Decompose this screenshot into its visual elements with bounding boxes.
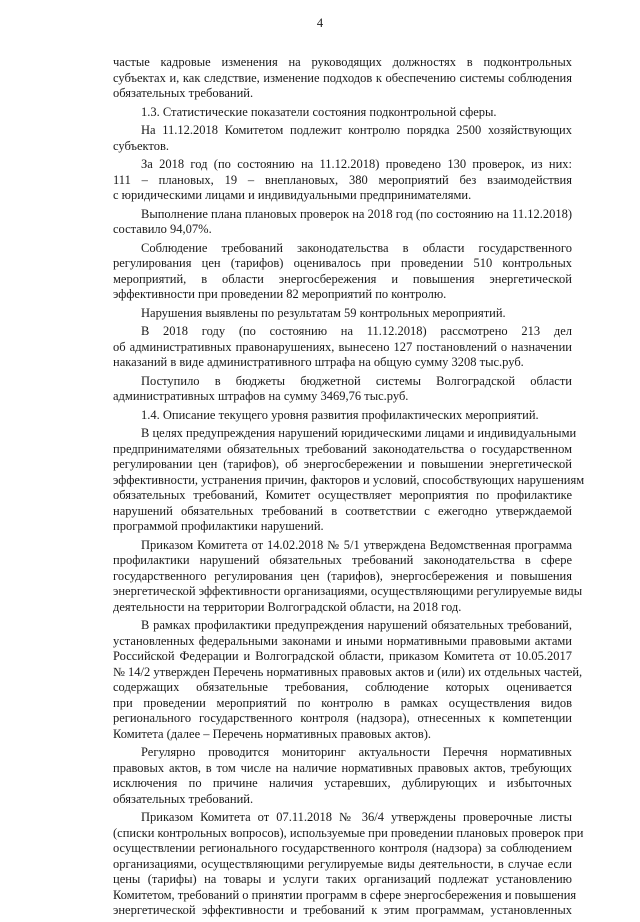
text-line: В рамках профилактики предупреждения нарушений обязательных требований,	[141, 618, 572, 632]
text-line: цены (тарифы) на товары и услуги таких организаций подлежат установлению	[113, 872, 572, 886]
text-line: предпринимателями обязательных требований законодательства о государственном	[113, 441, 572, 456]
text-line: Комитетом, требований о принятии программ в сфере энергосбережения и повышения	[113, 887, 577, 902]
paragraph	[113, 324, 572, 371]
text-line: деятельности на территории Волгоградской области, на 2018 год.	[113, 599, 462, 614]
text-line: энергетической эффективности и требований к этим программам, установленных	[113, 903, 572, 917]
text-line: исключения по причине наличия устаревших, дублирующих и избыточных	[113, 776, 572, 790]
document-body	[113, 55, 585, 922]
text-line: Регулярно проводится мониторинг актуальности Перечня нормативных	[141, 745, 572, 759]
text-line: Соблюдение требований законодательства в области государственного	[141, 240, 572, 255]
text-line: Комитета (далее – Перечень нормативных правовых актов).	[113, 726, 432, 741]
text-line: обязательных требований.	[113, 791, 254, 806]
text-line: 1.3. Статистические показатели состояния подконтрольной сферы.	[141, 104, 497, 119]
text-line: составило 94,07%.	[113, 222, 212, 236]
text-line: обязательных требований.	[113, 86, 254, 100]
text-line: частые кадровые изменения на руководящих должностях в подконтрольных	[113, 55, 572, 69]
text-line: Приказом Комитета от 14.02.2018 № 5/1 утверждена Ведомственная программа	[141, 537, 572, 552]
paragraph	[113, 537, 583, 616]
text-line: наказаний в виде административного штрафа на общую сумму 3208 тыс.руб.	[113, 355, 524, 369]
paragraph	[113, 105, 572, 121]
text-line: профилактики нарушений обязательных требований законодательства в сфере	[113, 553, 572, 567]
paragraph	[113, 408, 572, 424]
text-line: эффективности, устранения причин, факторов и условий, способствующих нарушениям	[113, 472, 585, 487]
text-line: содержащих обязательные требования, соблюдение которых оценивается	[113, 680, 572, 694]
text-line: Приказом Комитета от 07.11.2018 № 36/4 утверждены проверочные листы	[141, 810, 572, 824]
text-line: В целях предупреждения нарушений юридическими лицами и индивидуальными	[141, 426, 577, 440]
paragraph	[113, 55, 572, 102]
text-line: 111 – плановых, 19 – внеплановых, 380 мероприятий без взаимодействия	[113, 172, 572, 187]
text-line: В 2018 году (по состоянию на 11.12.2018) рассмотрено 213 дел	[141, 324, 572, 338]
text-line: административных штрафов на сумму 3469,76 тыс.руб.	[113, 389, 409, 403]
text-line: Нарушения выявлены по результатам 59 контрольных мероприятий.	[141, 305, 506, 320]
text-line: установленных федеральными законами и иными нормативными правовыми актами	[113, 633, 572, 648]
text-line: Российской Федерации и Волгоградской области, приказом Комитета от 10.05.2017	[113, 649, 572, 663]
text-line: государственного регулирования цен (тарифов), энергосбережения и повышения	[113, 568, 572, 583]
text-line: об административных правонарушениях, вынесено 127 постановлений о назначении	[113, 339, 572, 354]
paragraph	[113, 810, 584, 919]
text-line: субъектов.	[113, 138, 170, 153]
text-line: программой профилактики нарушений.	[113, 519, 324, 533]
paragraph	[113, 374, 572, 405]
paragraph	[113, 745, 572, 807]
text-line: 1.4. Описание текущего уровня развития профилактических мероприятий.	[141, 407, 539, 422]
text-line: регулировании цен (тарифов), об энергосбережении и повышении энергетической	[113, 457, 572, 471]
text-line: Поступило в бюджеты бюджетной системы Волгоградской области	[141, 373, 572, 388]
text-line: (списки контрольных вопросов), используемые при проведении плановых проверок при	[113, 825, 584, 840]
text-line: осуществлении регионального государственного контроля (надзора) за соблюдением	[113, 841, 572, 855]
paragraph	[113, 618, 583, 742]
text-line: организациями, осуществляющими регулируемые виды деятельности, в случае если	[113, 856, 572, 871]
paragraph	[113, 207, 572, 238]
text-line: На 11.12.2018 Комитетом подлежит контролю порядка 2500 хозяйствующих	[141, 123, 572, 137]
paragraph	[113, 241, 572, 303]
paragraph	[113, 426, 585, 535]
text-line: Выполнение плана плановых проверок на 2018 год (по состоянию на 11.12.2018)	[141, 206, 573, 221]
page-number: 4	[316, 16, 324, 30]
text-line: обязательных требований, Комитет осуществляет мероприятия по профилактике	[113, 488, 572, 502]
text-line: энергетической эффективности организациями, осуществляющими регулируемые виды	[113, 584, 583, 598]
text-line: с юридическими лицами и индивидуальными предпринимателями.	[113, 188, 472, 202]
text-line: № 14/2 утвержден Перечень нормативных правовых актов и (или) их отдельных частей,	[113, 664, 583, 679]
text-line: регионального государственного контроля (надзора), отнесенных к компетенции	[113, 711, 572, 725]
paragraph	[113, 157, 572, 204]
paragraph	[113, 306, 572, 322]
text-line: регулирования цен (тарифов) оценивалось при проведении 510 контрольных	[113, 256, 572, 270]
text-line: при проведении мероприятий по контролю в рамках осуществления видов	[113, 695, 572, 710]
text-line: эффективности при проведении 82 мероприятий по контролю.	[113, 287, 447, 301]
text-line: нарушений обязательных требований в соответствии с ежегодно утверждаемой	[113, 503, 572, 518]
paragraph	[113, 123, 572, 154]
text-line: субъектах и, как следствие, изменение подходов к обеспечению системы соблюдения	[113, 70, 572, 85]
text-line: правовых актов, в том числе на наличие нормативных правовых актов, требующих	[113, 760, 572, 775]
text-line: За 2018 год (по состоянию на 11.12.2018) проведено 130 проверок, из них:	[141, 157, 572, 171]
text-line: мероприятий, в области энергосбережения и повышения энергетической	[113, 271, 572, 286]
